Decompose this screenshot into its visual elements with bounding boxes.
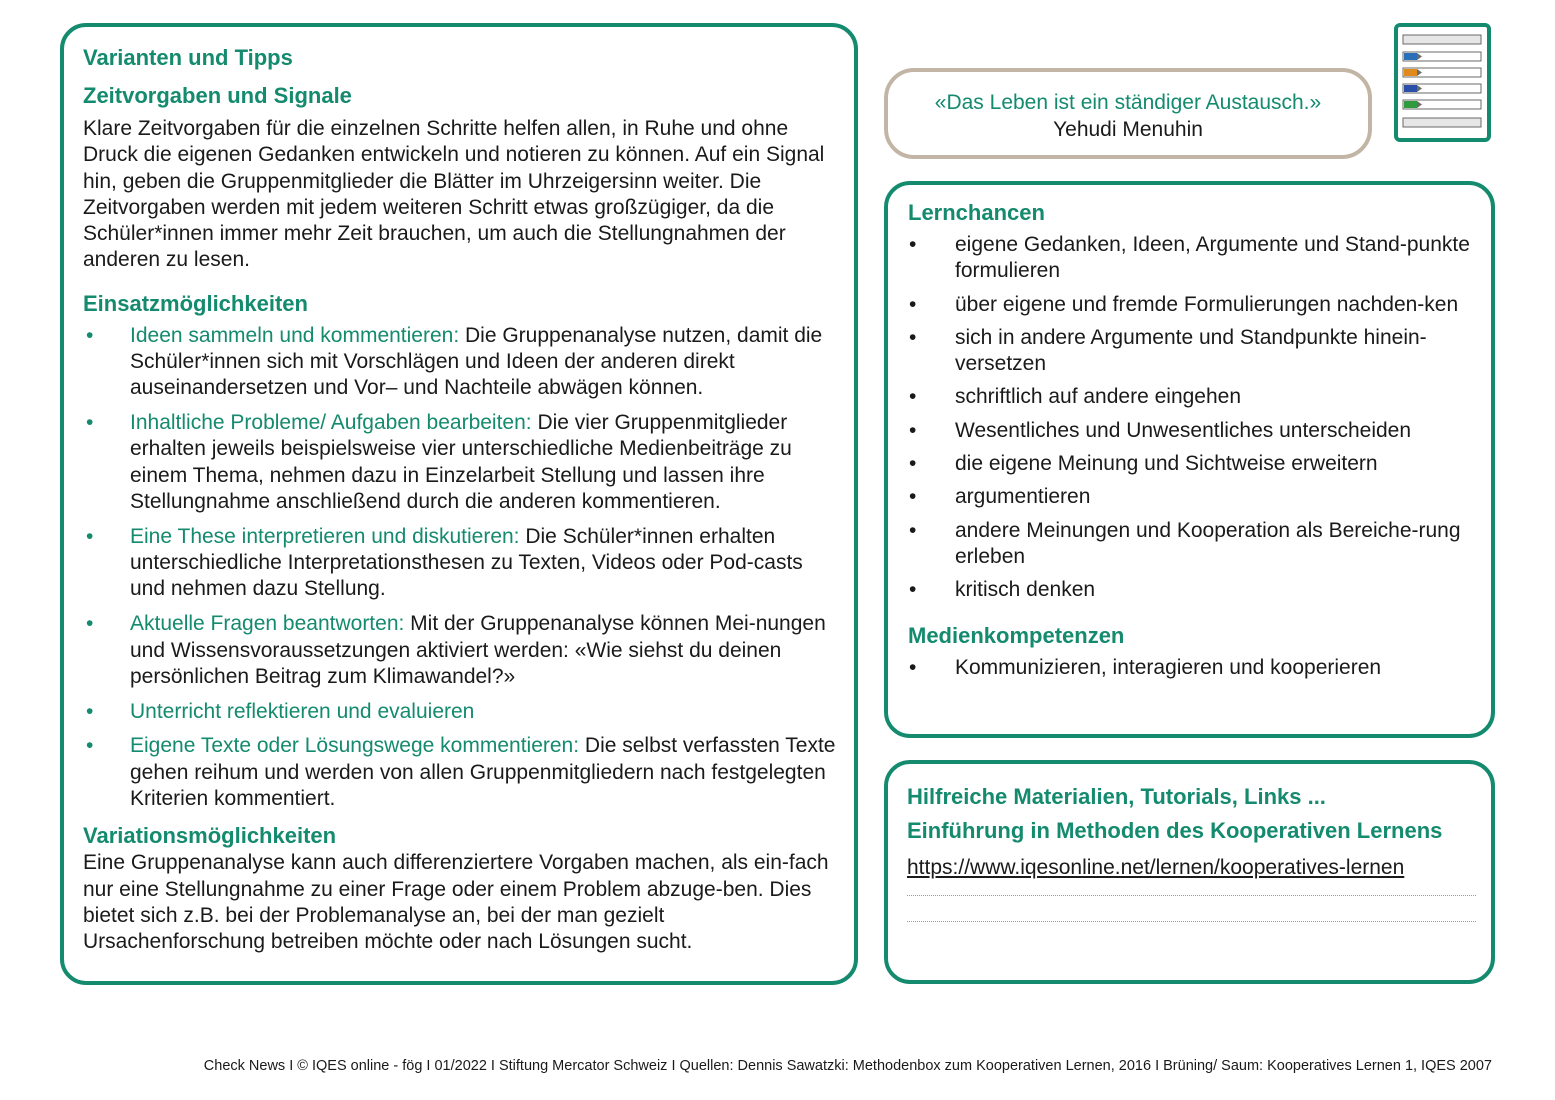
item-text: Wesentliches und Unwesentliches unterscheiden [955,418,1412,442]
links-subtitle: Einführung in Methoden des Kooperativen Lernens [907,818,1443,843]
bullet: • [86,411,94,435]
list-item [908,484,1471,510]
bullet: • [909,292,917,316]
list-item [83,699,836,725]
list-item [908,518,1471,571]
list-item [83,323,836,402]
bullet: • [86,612,94,636]
learning-card [884,181,1495,738]
bullet: • [909,385,917,409]
bullet: • [909,452,917,476]
learning-title: Lernchancen [908,200,1045,225]
item-lead: Eigene Texte oder Lösungswege kommentieren: [130,734,580,758]
list-item [83,410,836,515]
kooperatives-lernen-link[interactable]: https://www.iqesonline.net/lernen/kooperatives-lernen [907,856,1405,879]
bullet: • [909,655,917,679]
item-text: Mit der Gruppenanalyse können Mei-nungen und Wissensvoraussetzungen aktiviert werden: «Wie siehst du deinen persönlichen Beitrag zum Klimawandel?» [130,612,826,688]
document-list-icon [1394,23,1491,142]
variation-heading: Variationsmöglichkeiten [83,823,337,849]
bullet: • [909,418,917,442]
uses-list [83,323,836,813]
quote-author: Yehudi Menuhin [1053,118,1203,141]
links-title: Hilfreiche Materialien, Tutorials, Links ... [907,784,1326,809]
list-item [83,733,836,812]
time-text: Klare Zeitvorgaben für die einzelnen Schritte helfen allen, in Ruhe und ohne Druck die eigenen Gedanken entwickeln und notieren zu können. Auf ein Signal hin, geben die Gruppenmitglieder die Blätter im Uhrzeigersinn weiter. Die Zeitvorgaben werden mit jedem weiteren Schritt etwas großzügiger, da die Schüler*innen immer mehr Zeit brauchen, um auch die Stellungnahmen der anderen zu lesen. [83,117,825,272]
list-item [83,611,836,690]
item-text: Die Schüler*innen erhalten unterschiedliche Interpretationsthesen zu Texten, Videos oder Pod-casts und nehmen dazu Stellung. [130,524,803,601]
media-title: Medienkompetenzen [908,622,1125,648]
dotted-line [907,895,1476,896]
item-text: eigene Gedanken, Ideen, Argumente und Stand-punkte formulieren [955,233,1470,283]
list-item [83,524,836,603]
bullet: • [909,325,917,349]
bullet: • [86,734,94,758]
list-item [908,655,1471,681]
dotted-line [907,921,1476,922]
item-lead: Ideen sammeln und kommentieren: [130,323,460,347]
variants-title: Varianten und Tipps [83,45,293,70]
item-text: über eigene und fremde Formulierungen nachden-ken [955,292,1459,316]
list-item [908,451,1471,477]
list-item [908,418,1471,444]
time-heading: Zeitvorgaben und Signale [83,83,352,108]
variation-text: Eine Gruppenanalyse kann auch differenziertere Vorgaben machen, als ein-fach nur eine Stellungnahme zu einer Frage oder einem Problem abzuge-ben. Dies bietet sich z.B. bei der Problemanalyse an, bei der man gezielt Ursachenforschung betreiben möchte oder nach Lösungen sucht. [83,851,829,954]
learning-list [908,232,1471,604]
list-item [908,325,1471,378]
list-item [908,232,1471,285]
item-text: Die Gruppenanalyse nutzen, damit die Schüler*innen sich mit Vorschlägen und Ideen der anderen direkt auseinandersetzen und Vor– und Nachteile abwägen können. [130,323,823,400]
item-lead: Eine These interpretieren und diskutieren: [130,524,520,548]
item-text: Die vier Gruppenmitglieder erhalten jeweils beispielsweise vier unterschiedliche Medienbeiträge zu einem Thema, nehmen dazu in Einzelarbeit Stellung und lassen ihre Stellungnahme anschließend durch die anderen kommentieren. [130,411,792,514]
item-lead: Aktuelle Fragen beantworten: [130,612,405,636]
item-text: schriftlich auf andere eingehen [955,385,1242,409]
footer-credits: Check News I © IQES online - fög I 01/2022 I Stiftung Mercator Schweiz I Quellen: Dennis Sawatzki: Methodenbox zum Kooperativen Lernen, 2016 I Brüning/ Saum: Kooperatives Lernen 1, IQES 2007 [203,1058,1492,1074]
bullet: • [86,524,94,548]
uses-heading: Einsatzmöglichkeiten [83,290,308,316]
bullet: • [909,485,917,509]
item-text: Kommunizieren, interagieren und kooperieren [955,655,1382,679]
item-text: Die selbst verfassten Texte gehen reihum und werden von allen Gruppenmitgliedern nach festgelegten Kriterien kommentiert. [130,734,836,811]
bullet: • [909,233,917,256]
item-text: kritisch denken [955,578,1096,602]
item-text: die eigene Meinung und Sichtweise erweitern [955,452,1378,476]
links-card [884,760,1495,984]
bullet: • [86,699,94,723]
bullet: • [909,578,917,602]
item-text: andere Meinungen und Kooperation als Bereiche-rung erleben [955,518,1461,568]
item-text: sich in andere Argumente und Standpunkte hinein-versetzen [955,325,1427,376]
item-lead: Inhaltliche Probleme/ Aufgaben bearbeiten: [130,411,532,435]
media-list [908,655,1471,681]
quote-text: «Das Leben ist ein ständiger Austausch.» [934,91,1322,114]
variants-tips-card [60,23,858,985]
bullet: • [909,518,917,542]
quote-card [884,68,1372,159]
list-item [908,577,1471,603]
item-lead: Unterricht reflektieren und evaluieren [130,699,475,723]
list-item [908,292,1471,318]
bullet: • [86,323,94,347]
item-text: argumentieren [955,485,1091,509]
list-item [908,384,1471,410]
